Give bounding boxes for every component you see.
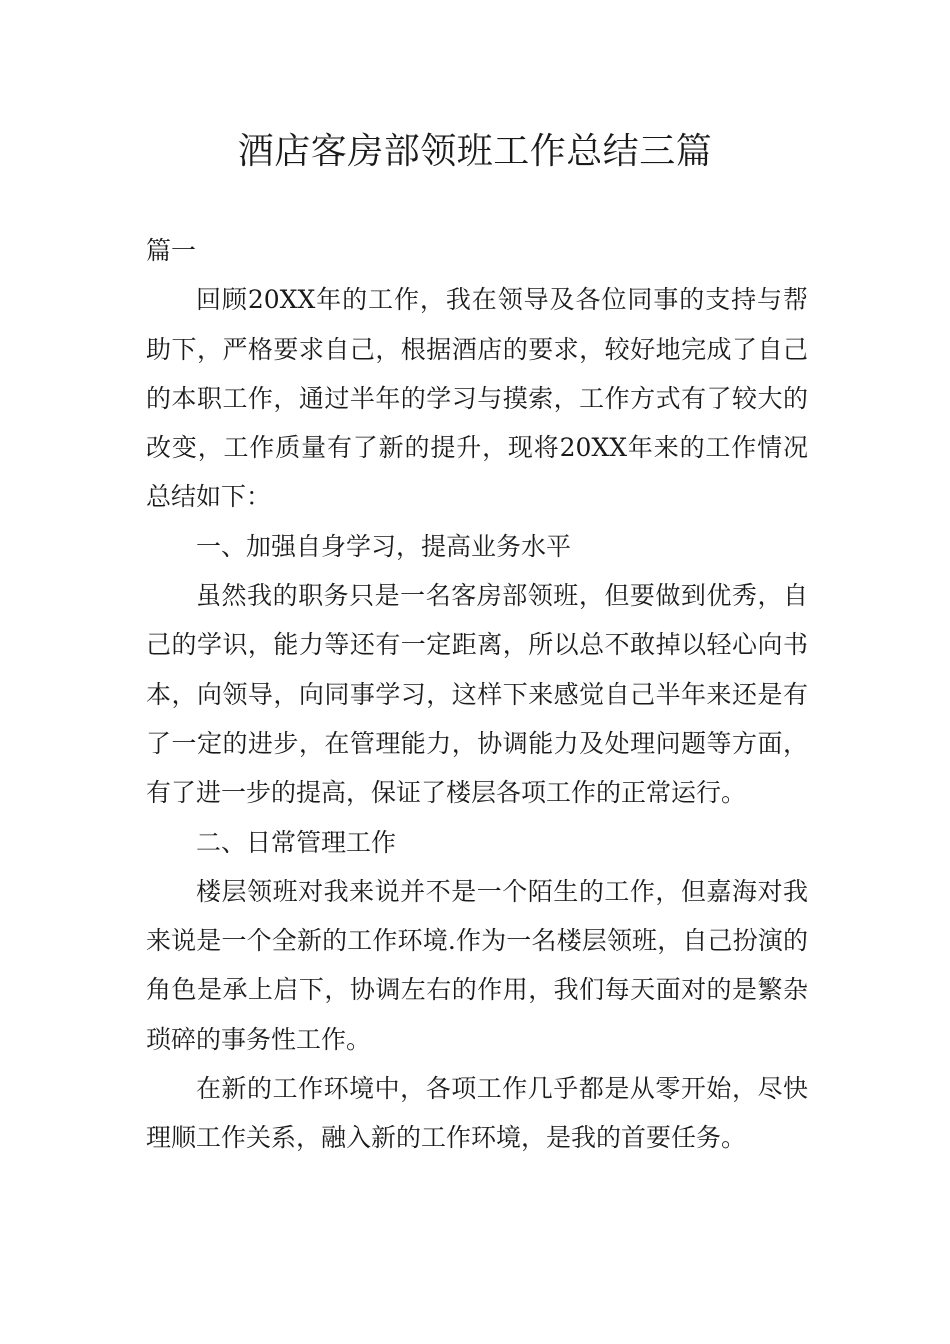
document-body xyxy=(146,226,808,1163)
paragraph-self-study: 虽然我的职务只是一名客房部领班，但要做到优秀，自己的学识，能力等还有一定距离，所以总不敢掉以轻心向书本，向领导，向同事学习，这样下来感觉自己半年来还是有了一定的进步，在管理能力，协调能力及处理问题等方面，有了进一步的提高，保证了楼层各项工作的正常运行。 xyxy=(146,581,808,808)
heading-self-study: 一、加强自身学习，提高业务水平 xyxy=(196,531,572,561)
paragraph-new-environment: 在新的工作环境中，各项工作几乎都是从零开始，尽快理顺工作关系，融入新的工作环境，是我的首要任务。 xyxy=(146,1074,808,1153)
paragraph-daily-management: 楼层领班对我来说并不是一个陌生的工作，但嘉海对我来说是一个全新的工作环境.作为一名楼层领班，自己扮演的角色是承上启下，协调左右的作用，我们每天面对的是繁杂琐碎的事务性工作。 xyxy=(146,876,808,1054)
document-title: 酒店客房部领班工作总结三篇 xyxy=(237,131,713,172)
heading-daily-management: 二、日常管理工作 xyxy=(196,827,397,857)
section-label: 篇一 xyxy=(146,236,197,265)
paragraph-intro: 回顾20XX年的工作，我在领导及各位同事的支持与帮助下，严格要求自己，根据酒店的要求，较好地完成了自己的本职工作，通过半年的学习与摸索，工作方式有了较大的改变，工作质量有了新的提升，现将20XX年来的工作情况总结如下： xyxy=(146,285,808,512)
